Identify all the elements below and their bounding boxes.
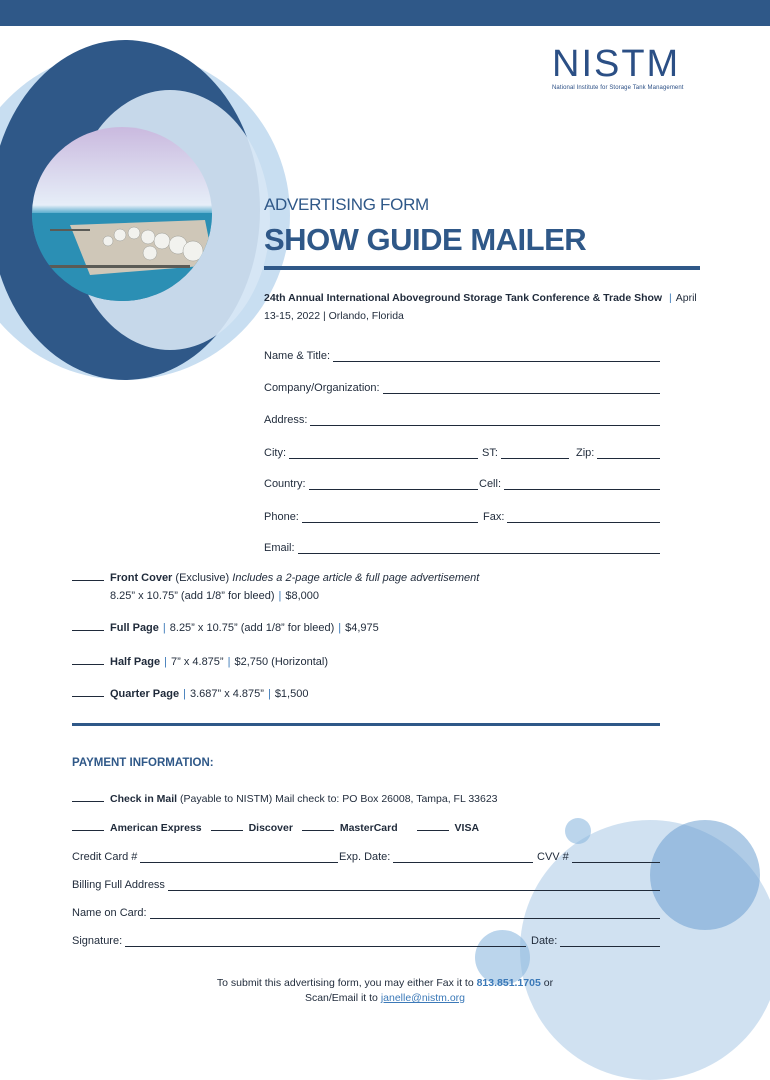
billing-address-label: Billing Full Address [72,879,165,891]
company-line[interactable] [383,381,660,394]
full-page-price: $4,975 [345,622,379,634]
quarter-page-price: $1,500 [274,688,309,700]
email-line[interactable] [298,541,660,554]
full-page-checkbox-line[interactable] [72,620,104,631]
email-label: Email: [264,542,295,554]
city-field[interactable] [264,443,478,459]
title-divider [264,266,700,270]
state-field[interactable] [482,443,569,459]
phone-line[interactable] [302,510,478,523]
section-divider [72,723,660,726]
address-line[interactable] [310,413,660,426]
card-mastercard: MasterCard [339,822,398,834]
billing-address-line[interactable] [168,878,660,891]
card-discover: Discover [248,822,293,834]
discover-checkbox-line[interactable] [211,820,243,831]
front-cover-note: (Exclusive) [175,572,230,584]
check-in-mail-option [72,791,498,805]
submit-line2-prefix: Scan/Email it to [304,992,378,1004]
date-field[interactable] [531,931,660,947]
cell-label: Cell: [479,478,502,490]
address-field[interactable] [264,410,660,426]
decorative-watercolor-circle [565,818,591,844]
quarter-page-option: Quarter Page | 3.687” x 4.875” | $1,500 [72,685,308,703]
submit-fax-number: 813.851.1705 [476,977,541,989]
half-page-price: $2,750 (Horizontal) [234,656,329,668]
half-page-size: 7” x 4.875” [171,656,224,668]
quarter-page-name: Quarter Page [110,688,180,700]
phone-field[interactable] [264,507,478,523]
fax-field[interactable] [483,507,660,523]
credit-card-field[interactable] [72,847,338,863]
decorative-watercolor-circle [650,820,760,930]
company-label: Company/Organization: [264,382,380,394]
name-title-field[interactable] [264,346,660,362]
front-cover-price: $8,000 [285,590,319,602]
front-cover-checkbox-line[interactable] [72,570,104,581]
zip-label: Zip: [576,447,595,459]
country-label: Country: [264,478,306,490]
card-options [72,820,479,834]
signature-line[interactable] [125,934,526,947]
phone-label: Phone: [264,511,299,523]
state-line[interactable] [501,446,569,459]
city-line[interactable] [289,446,478,459]
exp-date-field[interactable] [339,847,533,863]
address-label: Address: [264,414,308,426]
credit-card-label: Credit Card # [72,851,138,863]
name-on-card-label: Name on Card: [72,907,147,919]
front-cover-size: 8.25” x 10.75” (add 1/8” for bleed) [110,590,275,602]
cvv-line[interactable] [572,850,660,863]
name-on-card-field[interactable] [72,903,660,919]
storage-terminal-photo [30,125,214,303]
quarter-page-checkbox-line[interactable] [72,686,104,697]
name-title-label: Name & Title: [264,350,331,362]
submit-line1-suffix: or [543,977,554,989]
half-page-name: Half Page [110,656,161,668]
top-banner [0,0,770,26]
front-cover-name: Front Cover [110,572,173,584]
visa-checkbox-line[interactable] [417,820,449,831]
quarter-page-size: 3.687” x 4.875” [189,688,264,700]
form-label: ADVERTISING FORM [264,195,429,214]
zip-field[interactable] [576,443,660,459]
cell-line[interactable] [504,477,660,490]
city-label: City: [264,447,286,459]
email-field[interactable] [264,538,660,554]
full-page-name: Full Page [110,622,159,634]
payment-title: PAYMENT INFORMATION: [72,757,214,769]
conference-name: 24th Annual International Aboveground Storage Tank Conference & Trade Show [264,292,663,304]
front-cover-includes: Includes a 2-page article & full page advertisement [232,572,480,584]
conference-details: April 13-15, 2022 | Orlando, Florida [264,292,697,322]
signature-label: Signature: [72,935,123,947]
cvv-field[interactable] [537,847,660,863]
submit-instructions [0,976,770,1006]
half-page-checkbox-line[interactable] [72,654,104,665]
full-page-size: 8.25” x 10.75” (add 1/8” for bleed) [169,622,335,634]
check-note: (Payable to NISTM) Mail check to: PO Box 26008, Tampa, FL 33623 [180,793,498,805]
company-field[interactable] [264,378,660,394]
submit-email-link[interactable]: janelle@nistm.org [380,992,466,1004]
half-page-option: Half Page | 7” x 4.875” | $2,750 (Horizontal) [72,653,328,671]
exp-date-label: Exp. Date: [339,851,391,863]
submit-line1-prefix: To submit this advertising form, you may either Fax it to [216,977,474,989]
full-page-option: Full Page | 8.25” x 10.75” (add 1/8” for bleed) | $4,975 [72,619,379,637]
country-line[interactable] [309,477,478,490]
date-label: Date: [531,935,558,947]
amex-checkbox-line[interactable] [72,820,104,831]
logo-subtitle: National Institute for Storage Tank Management [552,85,684,91]
exp-date-line[interactable] [393,850,533,863]
page-title: SHOW GUIDE MAILER [264,222,587,257]
front-cover-option: Front Cover (Exclusive) Includes a 2-page article & full page advertisement 8.25” x 10.75” (add 1/8” for bleed) | $8,000 [72,569,692,605]
fax-line[interactable] [507,510,660,523]
cvv-label: CVV # [537,851,569,863]
credit-card-line[interactable] [140,850,338,863]
date-line[interactable] [560,934,660,947]
logo-wordmark: NISTM [552,43,681,85]
card-visa: VISA [454,822,480,834]
name-title-line[interactable] [333,349,660,362]
state-label: ST: [482,447,498,459]
card-amex: American Express [110,822,202,834]
check-checkbox-line[interactable] [72,791,104,802]
check-label: Check in Mail [110,793,178,805]
signature-field[interactable] [72,931,526,947]
nistm-logo [552,44,702,91]
cell-field[interactable] [479,474,660,490]
conference-info: 24th Annual International Aboveground Storage Tank Conference & Trade Show | April 13-15, 2022 | Orlando, Florida [264,292,697,322]
mastercard-checkbox-line[interactable] [302,820,334,831]
billing-address-field[interactable] [72,875,660,891]
country-field[interactable] [264,474,478,490]
zip-line[interactable] [597,446,660,459]
name-on-card-line[interactable] [150,906,660,919]
fax-label: Fax: [483,511,505,523]
